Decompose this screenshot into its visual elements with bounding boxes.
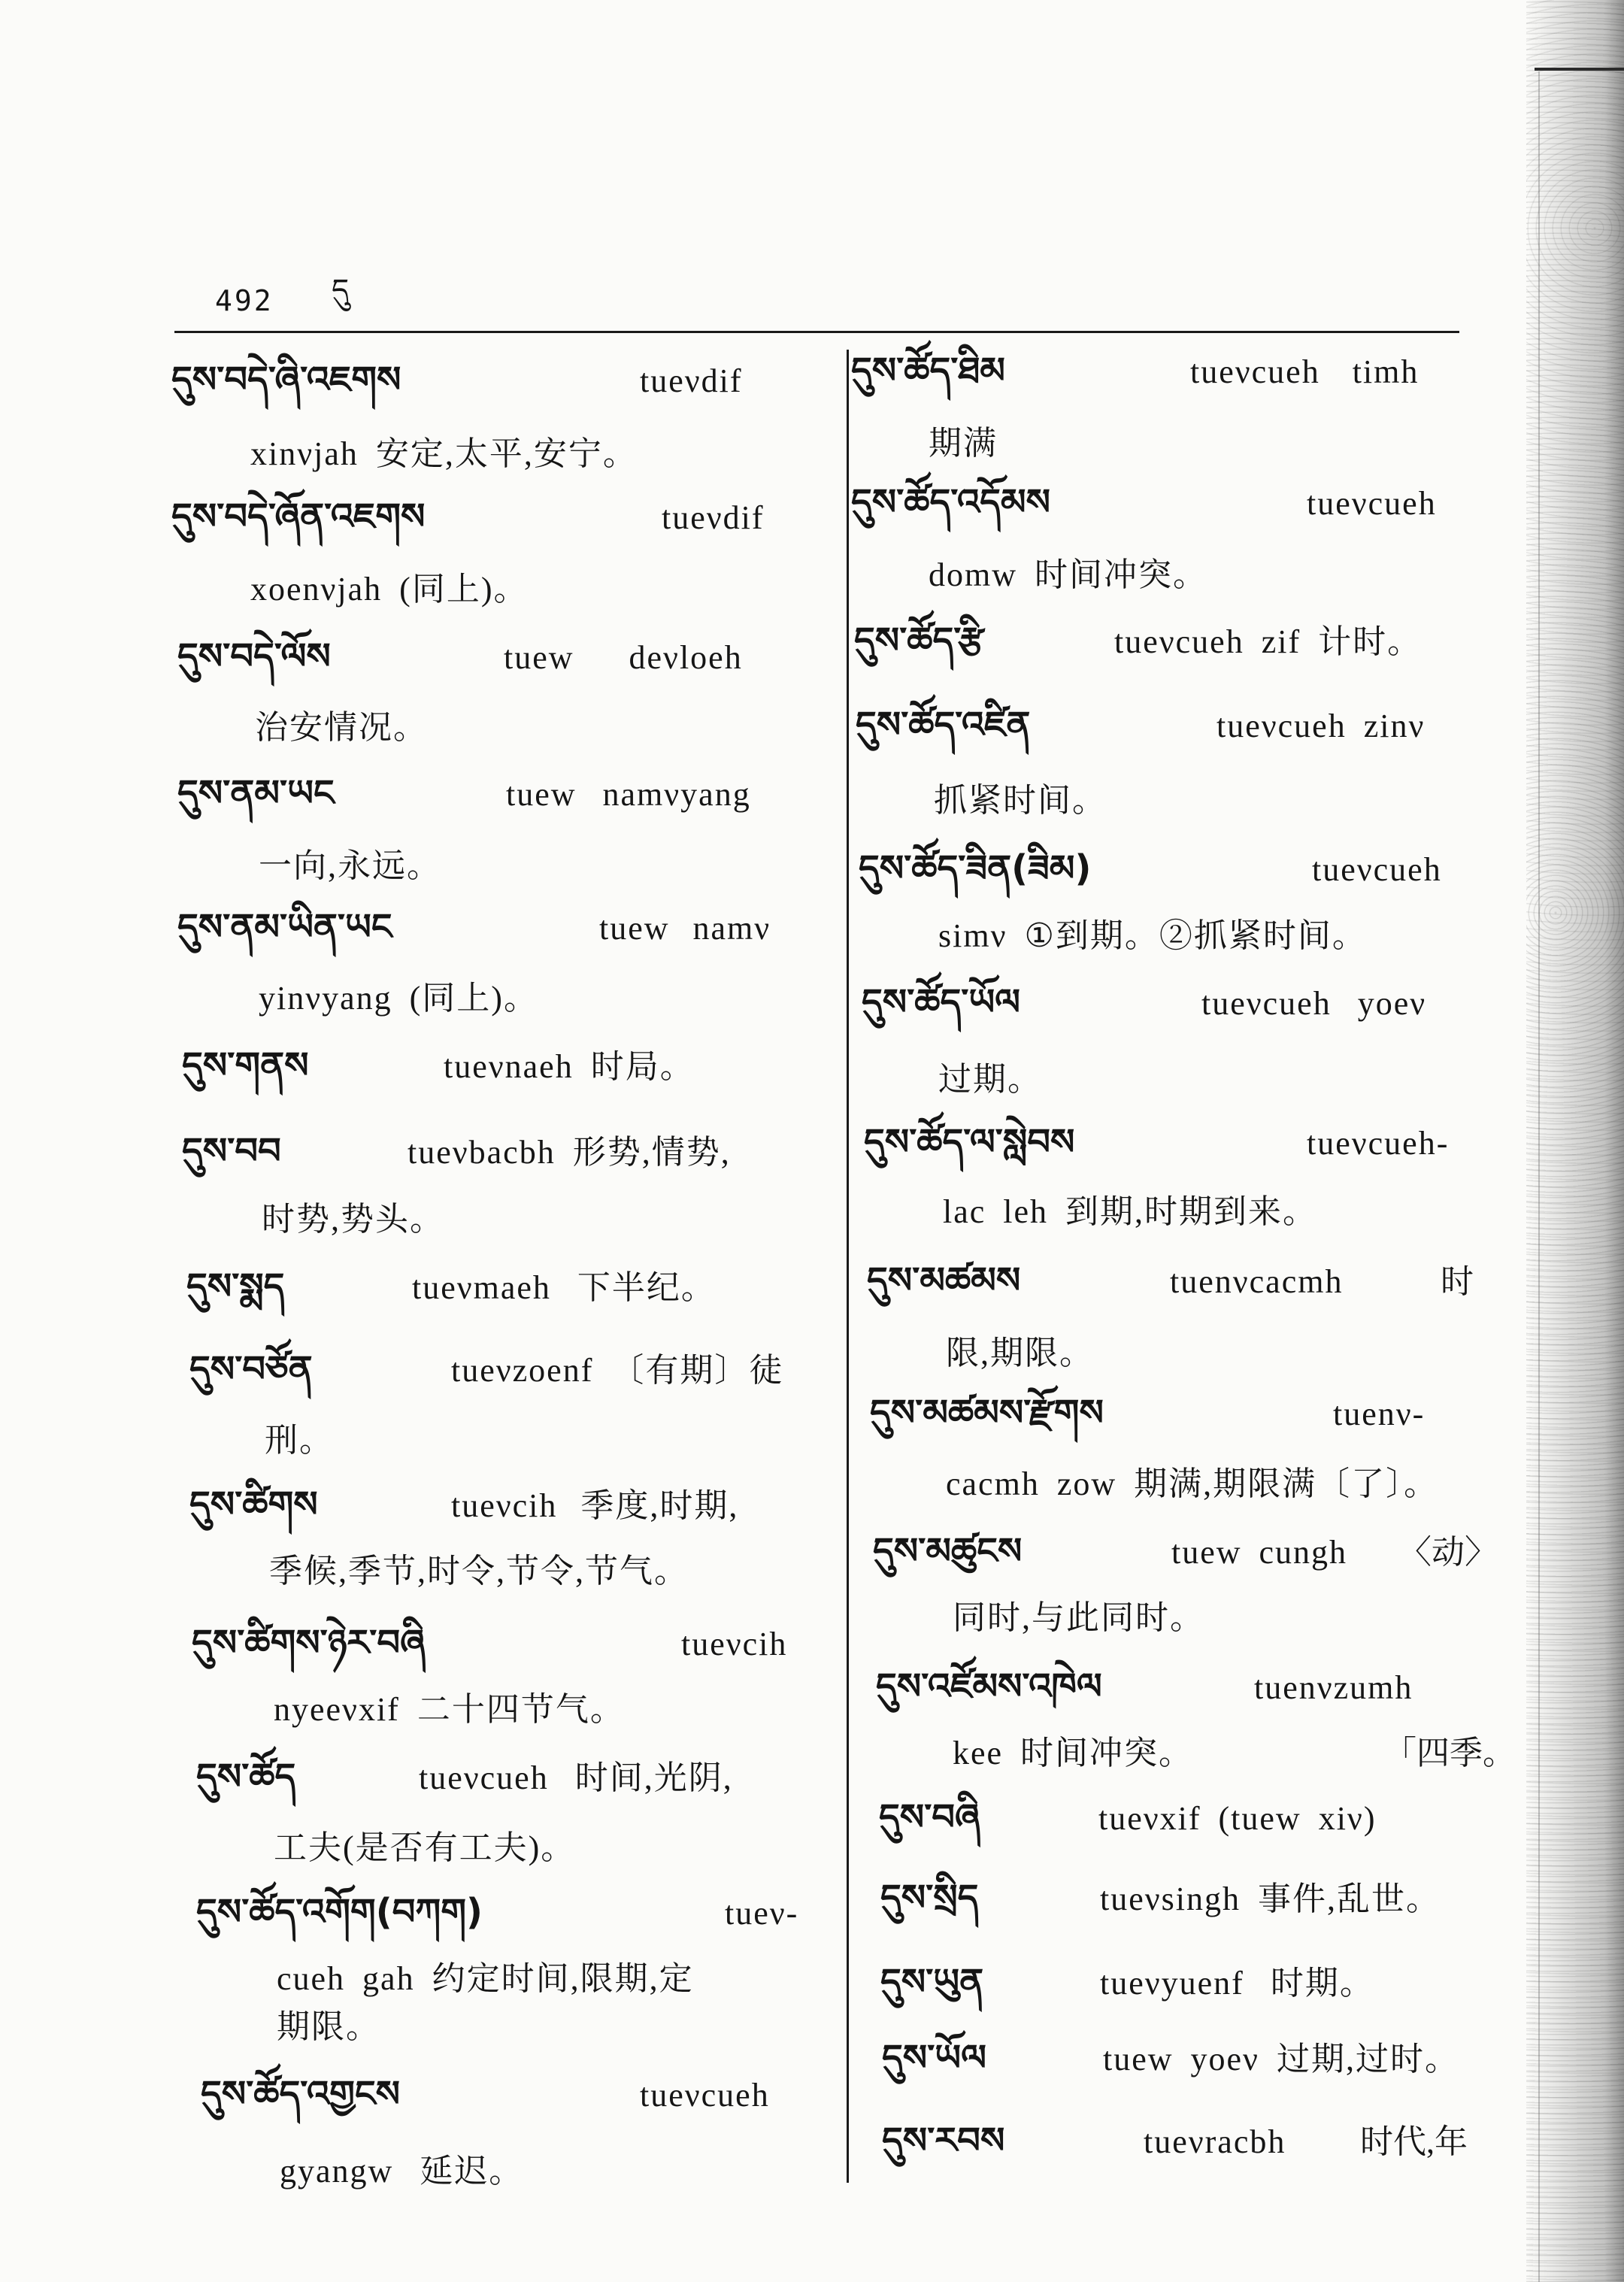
definition-start-fragment: 时 <box>1441 1263 1475 1300</box>
headword-tibetan: དུས་བདེ་ཞོན་འཇགས <box>171 495 426 538</box>
headword-tibetan: དུས་བཙོན <box>189 1348 313 1390</box>
header-rule <box>174 331 1459 333</box>
definition-line: 工夫(是否有工夫)。 <box>274 1829 576 1866</box>
headword-tibetan: དུས་ཡོལ <box>882 2037 986 2079</box>
definition-line: 限,期限。 <box>946 1335 1094 1371</box>
definition-line: gyangw 延迟。 <box>280 2153 524 2190</box>
margin-note: 「四季。 <box>1383 1735 1516 1771</box>
definition-line: 刑。 <box>265 1422 334 1459</box>
headword-romanization: tueνmaeh 下半纪。 <box>412 1269 716 1306</box>
definition-line: 过期。 <box>938 1061 1042 1098</box>
headword-tibetan: དུས་སྨད <box>186 1265 285 1308</box>
headword-tibetan: དུས་ཡུན <box>880 1961 984 2003</box>
headword-romanization: tueνcueh <box>1312 851 1442 888</box>
headword-romanization: tuew namν <box>599 910 771 947</box>
headword-romanization: tueνcueh timh <box>1190 353 1419 390</box>
definition-line: kee 时间冲突。 <box>953 1735 1194 1771</box>
definition-line: nyeeνxif 二十四节气。 <box>274 1691 625 1728</box>
headword-romanization: tueνyuenf 时期。 <box>1100 1965 1374 2002</box>
headword-romanization: tuew namνyang <box>506 776 751 813</box>
headword-romanization: tueνcueh <box>640 2077 770 2114</box>
headword-tibetan: དུས་བབ <box>182 1130 281 1172</box>
definition-line: xoenνjah (同上)。 <box>250 571 529 608</box>
headword-tibetan: དུས་མཚམས་རྫོགས <box>870 1392 1104 1434</box>
headword-tibetan: དུས་ཚིགས <box>189 1483 318 1526</box>
headword-romanization: tueνcueh zinν <box>1216 708 1426 744</box>
headword-romanization: tueνcih 季度,时期, <box>451 1487 739 1524</box>
headword-romanization: tueνzoenf 〔有期〕徒 <box>451 1352 784 1389</box>
binding-top-mark <box>1535 68 1624 71</box>
headword-tibetan: དུས་ཚོད་རྩི <box>854 620 984 662</box>
definition-line: 期限。 <box>277 2008 380 2045</box>
definition-start-fragment: 时代,年 <box>1360 2123 1468 2160</box>
headword-romanization: tueνsingh 事件,乱世。 <box>1100 1880 1441 1917</box>
headword-romanization: tueνnaeh 时局。 <box>444 1048 695 1085</box>
headword-romanization: tuew cungh <box>1171 1534 1348 1571</box>
headword-tibetan: དུས་སྲིད <box>880 1877 979 1919</box>
headword-tibetan: དུས་རབས <box>882 2120 1005 2162</box>
headword-romanization: tueνcueh zif 计时。 <box>1114 623 1423 660</box>
headword-romanization: tueνcueh <box>1307 485 1437 522</box>
headword-romanization: tueνcueh 时间,光阴, <box>419 1759 733 1796</box>
headword-romanization: tuenνcacmh <box>1170 1263 1344 1300</box>
definition-line: domw 时间冲突。 <box>929 556 1207 593</box>
headword-tibetan: དུས་གནས <box>182 1044 309 1086</box>
definition-line: cacmh zow 期满,期限满〔了〕。 <box>946 1465 1439 1502</box>
part-of-speech-tag: 〈动〉 <box>1398 1534 1498 1571</box>
definition-line: xinνjah 安定,太平,安宁。 <box>250 435 638 472</box>
headword-tibetan: དུས་བཞི <box>879 1796 980 1838</box>
definition-line: 抓紧时间。 <box>934 782 1107 819</box>
headword-tibetan: དུས་ཚོད་འགོག(བཀག) <box>196 1891 483 1933</box>
headword-romanization: tuew yoeν 过期,过时。 <box>1103 2041 1459 2077</box>
headword-romanization: tuenνzumh <box>1254 1669 1413 1706</box>
headword-tibetan: དུས་ཚོད་ལ་སླེབས <box>864 1121 1075 1163</box>
headword-romanization: tueνracbh <box>1144 2123 1286 2160</box>
headword-tibetan: དུས་མཚུངས <box>873 1530 1023 1572</box>
headword-tibetan: དུས་བདེ་ཞི་འཇགས <box>171 359 401 401</box>
headword-tibetan: དུས་ཚིགས་ཉེར་བཞི <box>192 1622 426 1664</box>
headword-tibetan: དུས་ནམ་ཡིན་ཡང <box>177 906 392 948</box>
headword-tibetan: དུས་ཚོད་འཛིན <box>856 704 1031 746</box>
definition-line: simν ①到期。②抓紧时间。 <box>938 917 1367 954</box>
definition-line: 时势,势头。 <box>262 1201 444 1238</box>
headword-tibetan: དུས་ཚོད་ཐིམ <box>851 350 1006 392</box>
headword-romanization: tuenν- <box>1333 1396 1426 1432</box>
headword-romanization: tueνcueh- <box>1307 1125 1450 1162</box>
binding-fold-line <box>1538 71 1540 2282</box>
definition-line: yinνyang (同上)。 <box>259 980 538 1017</box>
headword-tibetan: དུས་ནམ་ཡང <box>177 772 335 814</box>
headword-tibetan: དུས་ཚོད་ཡོལ <box>862 981 1021 1023</box>
headword-romanization: tueνbacbh 形势,情势, <box>408 1134 731 1171</box>
definition-line: 季候,季节,时令,节令,节气。 <box>269 1553 689 1590</box>
headword-tibetan: དུས་བདེ་ལོས <box>177 635 331 677</box>
column-divider <box>847 350 849 2183</box>
headword-romanization: tuew deνloeh <box>504 639 743 676</box>
headword-romanization: tueνcih <box>681 1626 788 1662</box>
headword-tibetan: དུས་ཚོད་འགྱངས <box>201 2073 401 2115</box>
definition-line: lac leh 到期,时期到来。 <box>943 1193 1318 1230</box>
headword-tibetan: དུས་ཚོད་ཟིན(ཟིམ) <box>859 847 1092 889</box>
definition-line: 期满 <box>929 425 998 462</box>
headword-tibetan: དུས་ཚོད་འདོམས <box>851 481 1051 523</box>
headword-romanization: tueν- <box>725 1895 799 1932</box>
section-header-letter: དུ <box>332 273 350 308</box>
book-binding-edge <box>1526 0 1624 2282</box>
definition-line: 一向,永远。 <box>259 847 441 884</box>
page-number: 492 <box>215 284 274 317</box>
headword-tibetan: དུས་འཛོམས་འཁེལ <box>876 1665 1102 1708</box>
headword-romanization: tueνdif <box>662 499 765 536</box>
headword-tibetan: དུས་ཚོད <box>196 1756 296 1798</box>
headword-romanization: tueνxif (tuew xiν) <box>1098 1800 1377 1837</box>
headword-romanization: tueνcueh yoeν <box>1201 985 1427 1022</box>
definition-line: 治安情况。 <box>255 709 428 746</box>
definition-line: cueh gah 约定时间,限期,定 <box>277 1960 694 1997</box>
definition-line: 同时,与此同时。 <box>953 1599 1204 1636</box>
headword-tibetan: དུས་མཚམས <box>867 1259 1021 1302</box>
headword-romanization: tueνdif <box>640 362 743 399</box>
